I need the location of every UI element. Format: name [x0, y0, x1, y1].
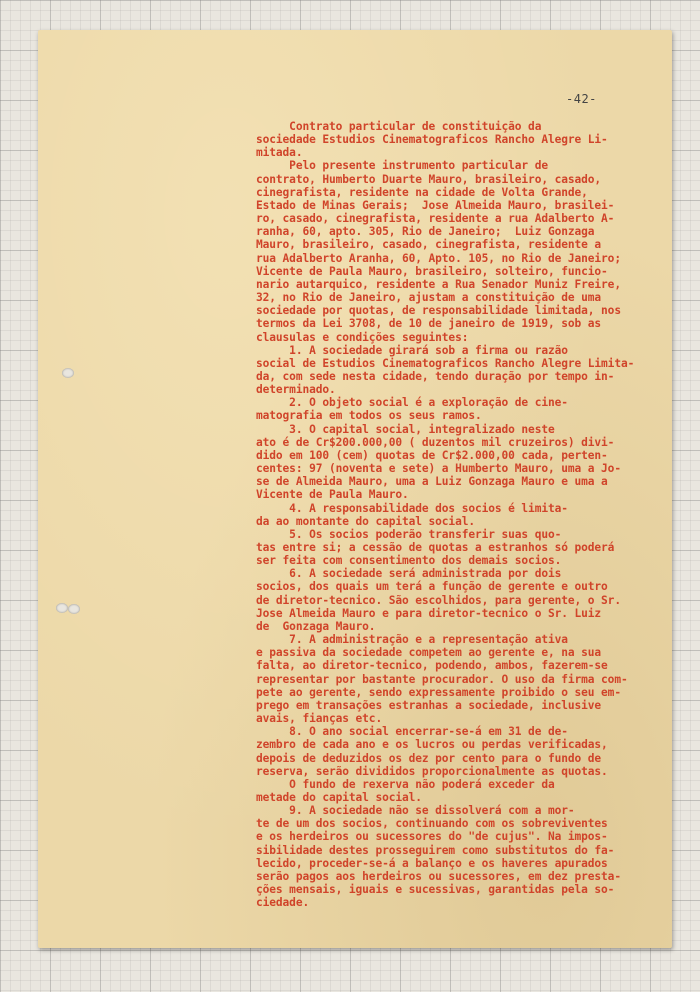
text-line: matografia em todos os seus ramos. — [256, 409, 482, 423]
text-line: ciedade. — [256, 896, 310, 910]
text-line: da ao montante do capital social. — [256, 514, 475, 528]
text-line: prego em transações estranhas a sociedade, inclusive — [256, 698, 602, 712]
text-line: falta, ao diretor-tecnico, podendo, ambos, fazerem-se — [256, 659, 608, 673]
text-line: rua Adalberto Aranha, 60, Apto. 105, no Rio de Janeiro; — [256, 251, 621, 265]
punch-hole-top — [62, 368, 74, 378]
text-line: te de um dos socios, continuando com os sobreviventes — [256, 817, 608, 831]
text-line: dido em 100 (cem) quotas de Cr$2.000,00 cada, perten- — [256, 448, 608, 462]
text-line: ato é de Cr$200.000,00 ( duzentos mil cruzeiros) divi- — [256, 435, 615, 449]
text-line: 8. O ano social encerrar-se-á em 31 de de- — [256, 725, 568, 739]
text-line: Estado de Minas Gerais; Jose Almeida Mauro, brasilei- — [256, 198, 615, 212]
punch-hole-bottom — [56, 603, 68, 613]
text-line: 7. A administração e a representação ativa — [256, 633, 568, 647]
text-line: 2. O objeto social é a exploração de cine- — [256, 396, 568, 410]
text-line: cinegrafista, residente na cidade de Volta Grande, — [256, 185, 588, 199]
text-line: sociedade Estudios Cinematograficos Rancho Alegre Li- — [256, 133, 608, 147]
text-line: e os herdeiros ou sucessores do "de cujus". Na impos- — [256, 830, 608, 844]
text-line: lecido, proceder-se-á a balanço e os haveres apurados — [256, 856, 608, 870]
text-line: se de Almeida Mauro, uma a Luiz Gonzaga Mauro e uma a — [256, 475, 608, 489]
text-line: representar por bastante procurador. O uso da firma com- — [256, 672, 628, 686]
text-line: 3. O capital social, integralizado neste — [256, 422, 555, 436]
text-line: de diretor-tecnico. São escolhidos, para gerente, o Sr. — [256, 593, 621, 607]
text-line: Mauro, brasileiro, casado, cinegrafista, residente a — [256, 238, 602, 252]
text-line: serão pagos aos herdeiros ou sucessores, em dez presta- — [256, 869, 621, 883]
text-line: Vicente de Paula Mauro. — [256, 488, 409, 502]
text-line: Jose Almeida Mauro e para diretor-tecnico o Sr. Luiz — [256, 606, 602, 620]
text-line: determinado. — [256, 383, 336, 397]
text-line: 9. A sociedade não se dissolverá com a mor- — [256, 804, 575, 818]
text-line: contrato, Humberto Duarte Mauro, brasileiro, casado, — [256, 172, 602, 186]
text-line: de Gonzaga Mauro. — [256, 619, 376, 633]
text-line: avais, fianças etc. — [256, 712, 383, 726]
text-line: 32, no Rio de Janeiro, ajustam a constituição de uma — [256, 291, 602, 305]
text-line: metade do capital social. — [256, 790, 422, 804]
text-line: termos da Lei 3708, de 10 de janeiro de 1919, sob as — [256, 317, 602, 331]
text-line: depois de deduzidos os dez por cento para o fundo de — [256, 751, 602, 765]
text-line: mitada. — [256, 146, 303, 160]
text-line: 1. A sociedade girará sob a firma ou razão — [256, 343, 568, 357]
text-line: Pelo presente instrumento particular de — [256, 159, 548, 173]
text-line: clausulas e condições seguintes: — [256, 330, 469, 344]
text-line: nario autarquico, residente a Rua Senador Muniz Freire, — [256, 277, 621, 291]
text-line: e passiva da sociedade competem ao gerente e, na sua — [256, 646, 602, 660]
text-line: social de Estudios Cinematograficos Rancho Alegre Limita- — [256, 356, 635, 370]
text-line: sibilidade destes prosseguirem como substitutos do fa- — [256, 843, 615, 857]
text-line: zembro de cada ano e os lucros ou perdas verificadas, — [256, 738, 608, 752]
text-line: ranha, 60, apto. 305, Rio de Janeiro; Luiz Gonzaga — [256, 225, 595, 239]
text-line: sociedade por quotas, de responsabilidade limitada, nos — [256, 304, 621, 318]
text-line: socios, dos quais um terá a função de gerente e outro — [256, 580, 608, 594]
text-line: Vicente de Paula Mauro, brasileiro, solteiro, funcio- — [256, 264, 608, 278]
contract-text — [256, 120, 676, 909]
text-line: 5. Os socios poderão transferir suas quo- — [256, 527, 562, 541]
text-line: 4. A responsabilidade dos socios é limita- — [256, 501, 568, 515]
text-line: ro, casado, cinegrafista, residente a rua Adalberto A- — [256, 212, 615, 226]
text-line: O fundo de rexerva não poderá exceder da — [256, 777, 555, 791]
text-line: reserva, serão divididos proporcionalmente as quotas. — [256, 764, 608, 778]
text-line: ções mensais, iguais e sucessivas, garantidas pela so- — [256, 883, 615, 897]
text-line: da, com sede nesta cidade, tendo duração por tempo in- — [256, 369, 615, 383]
text-line: Contrato particular de constituição da — [256, 120, 542, 133]
text-line: ser feita com consentimento dos demais socios. — [256, 554, 562, 568]
text-line: pete ao gerente, sendo expressamente proibido o seu em- — [256, 685, 621, 699]
punch-hole-bottom-2 — [68, 604, 80, 614]
text-line: 6. A sociedade será administrada por dois — [256, 567, 562, 581]
text-line: tas entre si; a cessão de quotas a estranhos só poderá — [256, 541, 615, 554]
text-line: centes: 97 (noventa e sete) a Humberto Mauro, uma a Jo- — [256, 462, 621, 476]
page-number: -42- — [566, 92, 597, 106]
